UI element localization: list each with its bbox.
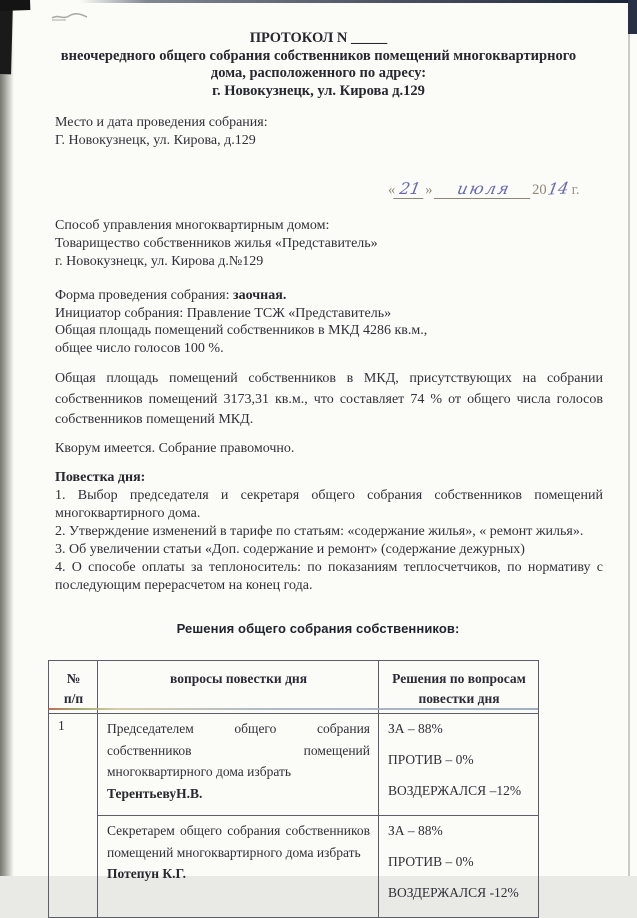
meeting-form-label: Форма проведения собрания: xyxy=(55,288,234,303)
management-org: Товарищество собственников жилья «Представитель» xyxy=(55,236,378,251)
quorum-statement: Кворум имеется. Собрание правомочно. xyxy=(55,441,295,456)
management-address: г. Новокузнецк, ул. Кирова д.№129 xyxy=(55,254,264,269)
header-number-column xyxy=(49,661,98,714)
handwritten-month: июля xyxy=(434,179,534,199)
pencil-squiggle-icon xyxy=(50,10,92,29)
vote-for: ЗА – 88% xyxy=(388,823,443,838)
title-line-address-label: дома, расположенного по адресу: xyxy=(210,65,427,81)
scan-left-edge xyxy=(0,0,14,876)
meeting-form-value: заочная. xyxy=(233,288,287,303)
place-date-label: Место и дата проведения собрания: xyxy=(55,115,268,130)
date-year-label: г. xyxy=(571,182,580,198)
table-header-row xyxy=(49,661,539,714)
scan-corner-top-left-horizontal xyxy=(0,0,30,11)
table-row xyxy=(49,816,539,918)
presence-paragraph: Общая площадь помещений собственников в МКД, присутствующих на собрании собственников помещений 3173,31 кв.м., что составляет 74 % от общего числа голосов собственников помещений МКД. xyxy=(55,371,603,427)
date-year-printed: 20 xyxy=(532,182,547,198)
elected-person: ТерентьевуН.В. xyxy=(107,785,203,801)
vote-against: ПРОТИВ – 0% xyxy=(388,752,474,767)
vote-for: ЗА – 88% xyxy=(388,721,443,736)
initiator-line: Инициатор собрания: Правление ТСЖ «Представитель» xyxy=(55,305,392,321)
agenda-item-4: 4. О способе оплаты за теплоноситель: по показаниям теплосчетчиков, по нормативу с последующим перерасчетом на конец года. xyxy=(55,560,603,593)
date-open-quote: « xyxy=(388,182,396,198)
decisions-table xyxy=(48,660,539,918)
agenda-item-3: 3. Об увеличении статьи «Доп. содержание и ремонт» (содержание дежурных) xyxy=(55,542,525,557)
meeting-form-block xyxy=(55,287,603,357)
header-number-abbr: п/п xyxy=(63,691,84,706)
vote-abstain: ВОЗДЕРЖАЛСЯ –12% xyxy=(388,783,522,798)
total-area-line: Общая площадь помещений собственников в МКД 4286 кв.м., xyxy=(55,323,428,338)
header-decisions-line1: Решения по вопросам xyxy=(392,671,526,686)
question-text: Секретарем общего собрания собственников помещений многоквартирного дома избрать xyxy=(107,823,370,860)
document-title xyxy=(30,30,607,100)
agenda-block xyxy=(55,469,603,595)
question-cell xyxy=(98,816,379,918)
title-line-protocol-number: ПРОТОКОЛ N _____ xyxy=(249,30,388,46)
table-row xyxy=(49,714,539,816)
question-text: Председателем общего собрания собственников помещений многоквартирного дома избрать xyxy=(107,721,370,779)
total-votes-line: общее число голосов 100 %. xyxy=(55,340,224,356)
row-number-cell: 1 xyxy=(49,714,98,918)
decisions-heading: Решения общего собрания собственников: xyxy=(176,621,460,636)
vote-abstain: ВОЗДЕРЖАЛСЯ -12% xyxy=(388,885,519,900)
header-questions-column: вопросы повестки дня xyxy=(98,661,379,714)
scan-corner-top-left-vertical xyxy=(0,0,13,74)
header-number-symbol: № xyxy=(66,671,81,686)
handwritten-year: 14 xyxy=(545,178,570,199)
scan-corner-top-right xyxy=(628,0,637,34)
agenda-heading: Повестка дня: xyxy=(55,470,146,485)
title-line-meeting-type: внеочередного общего собрания собственников помещений многоквартирного xyxy=(60,47,577,64)
date-close-quote: » xyxy=(425,182,433,198)
scan-color-artifact-line xyxy=(48,708,538,710)
header-decisions-column xyxy=(379,661,539,714)
header-decisions-line2: повестки дня xyxy=(418,691,500,706)
place-and-date-block xyxy=(55,114,603,150)
management-method-block xyxy=(55,217,603,271)
management-label: Способ управления многоквартирным домом: xyxy=(55,218,330,233)
agenda-item-1: 1. Выбор председателя и секретаря общего собрания собственников помещений многоквартирного дома. xyxy=(55,488,603,521)
decision-cell xyxy=(379,816,539,918)
handwritten-day: 21 xyxy=(393,179,427,199)
place-date-value: Г. Новокузнецк, ул. Кирова, д.129 xyxy=(55,133,256,148)
vote-against: ПРОТИВ – 0% xyxy=(388,854,474,869)
meeting-form-line xyxy=(55,287,603,305)
scan-right-edge-line xyxy=(628,34,630,876)
question-cell xyxy=(98,714,379,816)
scan-top-edge-line xyxy=(80,0,637,3)
title-line-address: г. Новокузнецк, ул. Кирова д.129 xyxy=(212,82,425,99)
agenda-item-2: 2. Утверждение изменений в тарифе по статьям: «содержание жилья», « ремонт жилья». xyxy=(55,524,584,539)
date-line xyxy=(388,179,580,199)
decision-cell xyxy=(379,714,539,816)
elected-person: Потепун К.Г. xyxy=(107,866,186,881)
